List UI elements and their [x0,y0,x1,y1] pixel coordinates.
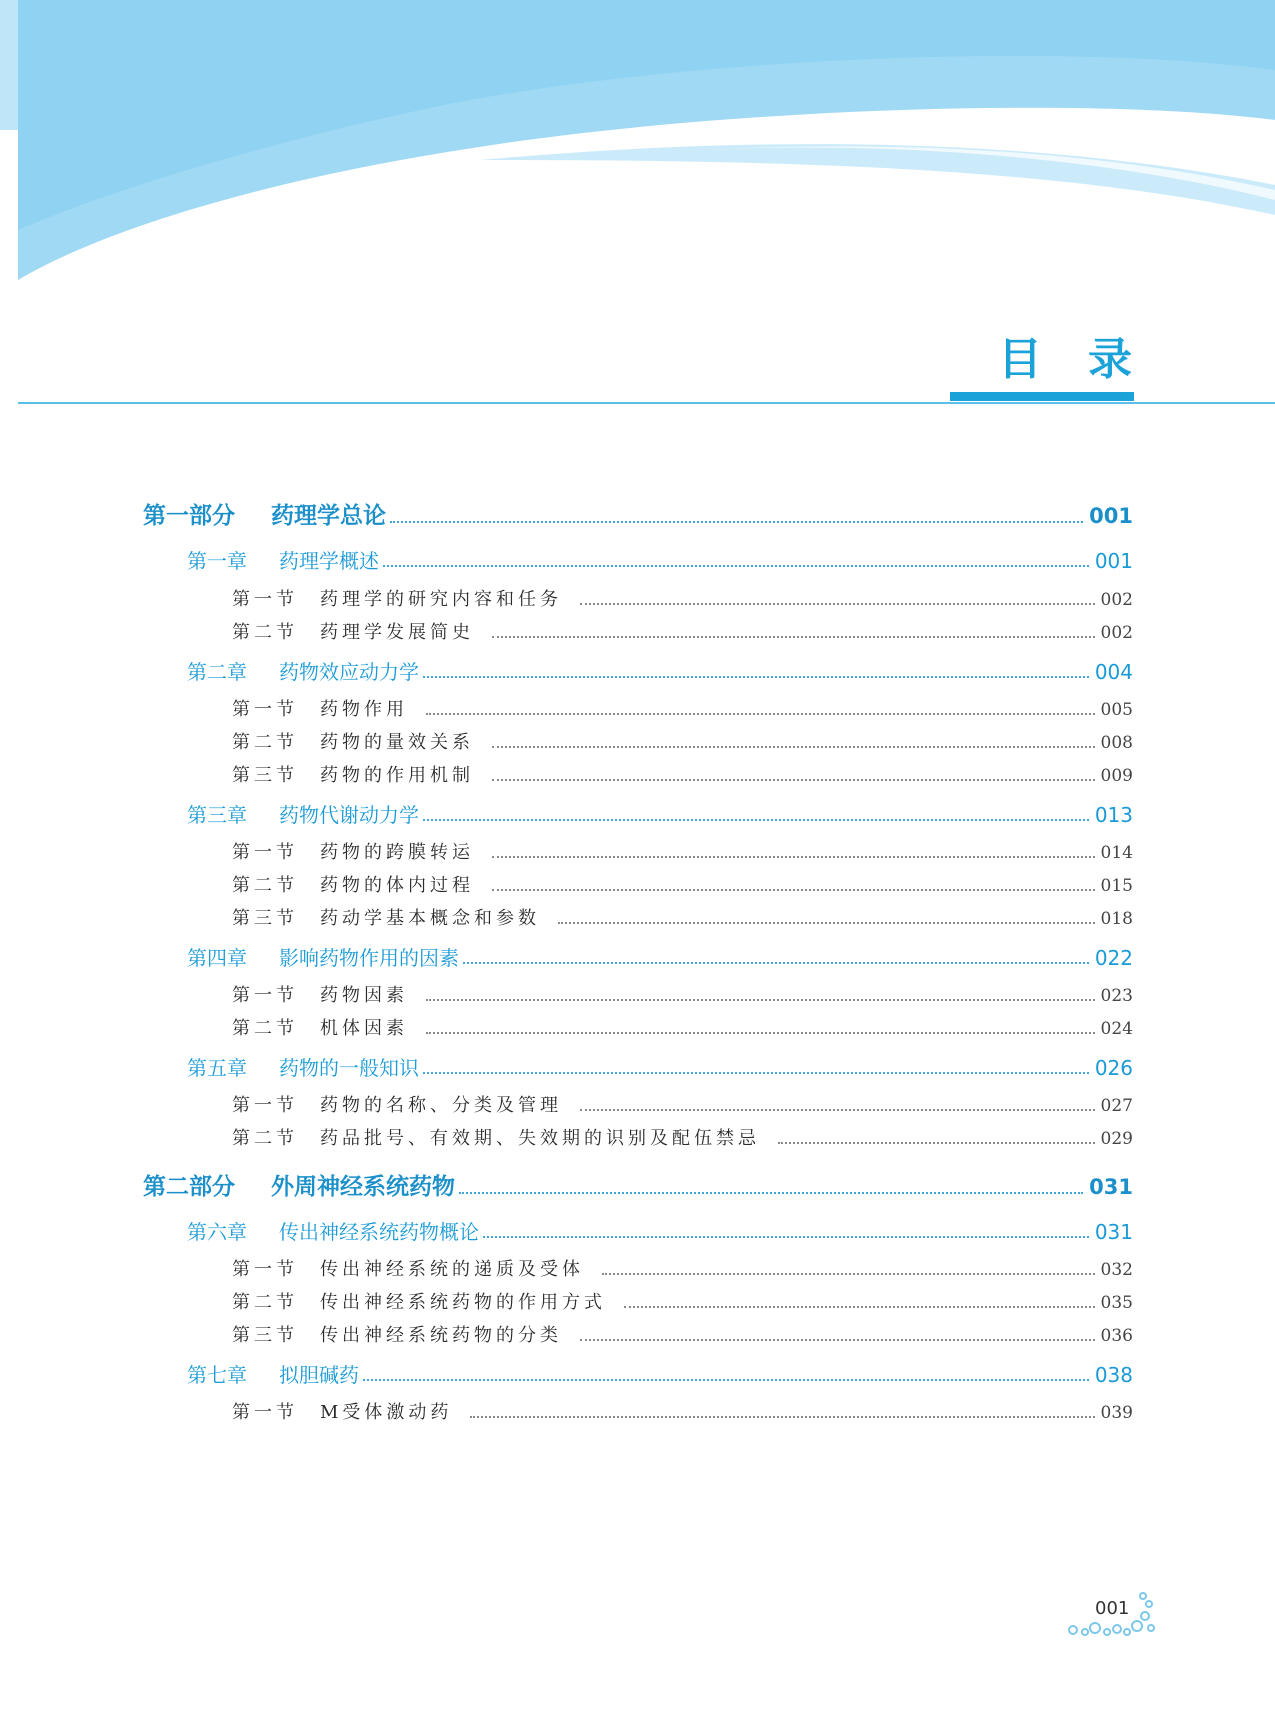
toc-entry-page: 002 [1100,623,1133,643]
toc-entry-page: 035 [1100,1293,1133,1313]
toc-entry-sec[interactable] [232,904,1133,930]
toc-entry-label: 第二节 [232,1292,298,1313]
toc-entry-page: 031 [1094,1220,1133,1244]
toc-entry-label: 第二章 [187,660,247,684]
header-wave-art [0,0,1275,300]
toc-entry-sec[interactable] [232,761,1133,787]
toc-leader-dots [390,497,1083,530]
toc-entry-label: 第二节 [232,875,298,896]
toc-leader-dots [492,838,1095,864]
page-title-wrap [998,334,1178,385]
toc-entry-sec[interactable] [232,1124,1133,1150]
toc-entry-chap[interactable] [187,1216,1133,1245]
toc-entry-page: 001 [1094,549,1133,573]
toc-entry-page: 005 [1100,700,1133,720]
toc-entry-label: 第二节 [232,1018,298,1039]
toc-entry-chap[interactable] [187,1052,1133,1081]
toc-entry-title: 药物代谢动力学 [279,803,419,827]
toc-entry-label: 第一章 [187,549,247,573]
toc-entry-title: 影响药物作用的因素 [279,946,459,970]
toc-leader-dots [580,1321,1095,1347]
toc-entry-part[interactable] [143,1168,1133,1201]
toc-leader-dots [423,656,1089,685]
toc-entry-title: 药物的一般知识 [279,1056,419,1080]
toc-leader-dots [426,695,1095,721]
toc-entry-label: 第二节 [232,1128,298,1149]
toc-entry-sec[interactable] [232,1321,1133,1347]
toc-entry-label: 第六章 [187,1220,247,1244]
toc-entry-label: 第三节 [232,765,298,786]
toc-entry-label: 第一节 [232,842,298,863]
toc-entry-label: 第五章 [187,1056,247,1080]
toc-entry-sec[interactable] [232,838,1133,864]
toc-entry-page: 013 [1094,803,1133,827]
toc-entry-page: 027 [1100,1096,1133,1116]
toc-entry-title: 外周神经系统药物 [271,1173,455,1200]
toc-leader-dots [463,942,1089,971]
toc-leader-dots [580,585,1095,611]
toc-entry-label: 第四章 [187,946,247,970]
toc-entry-title: 药物的跨膜转运 [320,842,474,863]
toc-leader-dots [492,871,1095,897]
page-number: 001 [1095,1598,1130,1619]
toc-leader-dots [363,1359,1089,1388]
toc-entry-page: 009 [1100,766,1133,786]
toc-entry-page: 002 [1100,590,1133,610]
toc-leader-dots [470,1398,1094,1424]
page-title: 目录 [998,334,1178,385]
toc-entry-chap[interactable] [187,1359,1133,1388]
toc-entry-page: 024 [1100,1019,1133,1039]
toc-entry-title: 传出神经系统的递质及受体 [320,1259,584,1280]
toc-entry-part[interactable] [143,497,1133,530]
toc-entry-title: 药物的体内过程 [320,875,474,896]
toc-entry-title: M受体激动药 [320,1402,453,1423]
toc-entry-sec[interactable] [232,1255,1133,1281]
toc-leader-dots [423,1052,1089,1081]
toc-entry-title: 药物的名称、分类及管理 [320,1095,562,1116]
toc-entry-title: 机体因素 [320,1018,408,1039]
toc-leader-dots [483,1216,1089,1245]
toc-entry-page: 031 [1089,1175,1133,1199]
toc-entry-page: 023 [1100,986,1133,1006]
toc-entry-title: 药动学基本概念和参数 [320,908,540,929]
toc-entry-sec[interactable] [232,585,1133,611]
toc-entry-label: 第一节 [232,1259,298,1280]
toc-entry-page: 032 [1100,1260,1133,1280]
toc-entry-sec[interactable] [232,1091,1133,1117]
toc-entry-title: 药理学概述 [279,549,379,573]
toc-entry-page: 039 [1100,1403,1133,1423]
toc-entry-label: 第二部分 [143,1173,235,1200]
toc-leader-dots [426,981,1095,1007]
toc-entry-page: 008 [1100,733,1133,753]
toc-entry-chap[interactable] [187,545,1133,574]
toc-entry-page: 001 [1089,504,1133,528]
toc-entry-sec[interactable] [232,1398,1133,1424]
title-divider-rule [18,402,1275,404]
toc-entry-label: 第一节 [232,589,298,610]
toc-entry-page: 026 [1094,1056,1133,1080]
toc-entry-sec[interactable] [232,871,1133,897]
toc-leader-dots [426,1014,1095,1040]
toc-entry-label: 第三节 [232,1325,298,1346]
toc-entry-label: 第三节 [232,908,298,929]
toc-leader-dots [624,1288,1095,1314]
toc-leader-dots [492,728,1095,754]
toc-entry-sec[interactable] [232,1288,1133,1314]
toc-entry-label: 第一节 [232,699,298,720]
toc-entry-label: 第一节 [232,985,298,1006]
toc-leader-dots [383,545,1089,574]
toc-entry-title: 拟胆碱药 [279,1363,359,1387]
toc-entry-chap[interactable] [187,799,1133,828]
toc-entry-label: 第二节 [232,622,298,643]
toc-entry-page: 029 [1100,1129,1133,1149]
toc-entry-page: 018 [1100,909,1133,929]
toc-entry-title: 药物的量效关系 [320,732,474,753]
toc-entry-label: 第一部分 [143,502,235,529]
toc-entry-sec[interactable] [232,695,1133,721]
toc-entry-page: 022 [1094,946,1133,970]
toc-entry-sec[interactable] [232,1014,1133,1040]
toc-entry-title: 传出神经系统药物的分类 [320,1325,562,1346]
toc-entry-title: 传出神经系统药物的作用方式 [320,1292,606,1313]
toc-entry-title: 药物作用 [320,699,408,720]
toc-entry-title: 药品批号、有效期、失效期的识别及配伍禁忌 [320,1128,760,1149]
toc-entry-label: 第一节 [232,1402,298,1423]
toc-leader-dots [602,1255,1095,1281]
toc-leader-dots [423,799,1089,828]
toc-entry-page: 014 [1100,843,1133,863]
toc-entry-label: 第二节 [232,732,298,753]
toc-entry-title: 传出神经系统药物概论 [279,1220,479,1244]
toc-leader-dots [778,1124,1095,1150]
toc-entry-page: 004 [1094,660,1133,684]
toc-entry-title: 药物因素 [320,985,408,1006]
toc-entry-chap[interactable] [187,942,1133,971]
toc-entry-page: 036 [1100,1326,1133,1346]
toc-entry-title: 药物的作用机制 [320,765,474,786]
toc-entry-label: 第三章 [187,803,247,827]
toc-leader-dots [580,1091,1095,1117]
toc-entry-page: 015 [1100,876,1133,896]
title-underline-bar [950,392,1134,401]
toc-entry-title: 药理学总论 [271,502,386,529]
toc-entry-title: 药理学的研究内容和任务 [320,589,562,610]
toc-entry-sec[interactable] [232,981,1133,1007]
toc-entry-sec[interactable] [232,728,1133,754]
toc-leader-dots [492,761,1095,787]
toc-entry-label: 第一节 [232,1095,298,1116]
toc-entry-label: 第七章 [187,1363,247,1387]
toc-leader-dots [558,904,1095,930]
toc-leader-dots [492,618,1095,644]
toc-entry-title: 药物效应动力学 [279,660,419,684]
toc-entry-chap[interactable] [187,656,1133,685]
toc-leader-dots [459,1168,1083,1201]
toc-entry-sec[interactable] [232,618,1133,644]
toc-entry-title: 药理学发展简史 [320,622,474,643]
toc-entry-page: 038 [1094,1363,1133,1387]
